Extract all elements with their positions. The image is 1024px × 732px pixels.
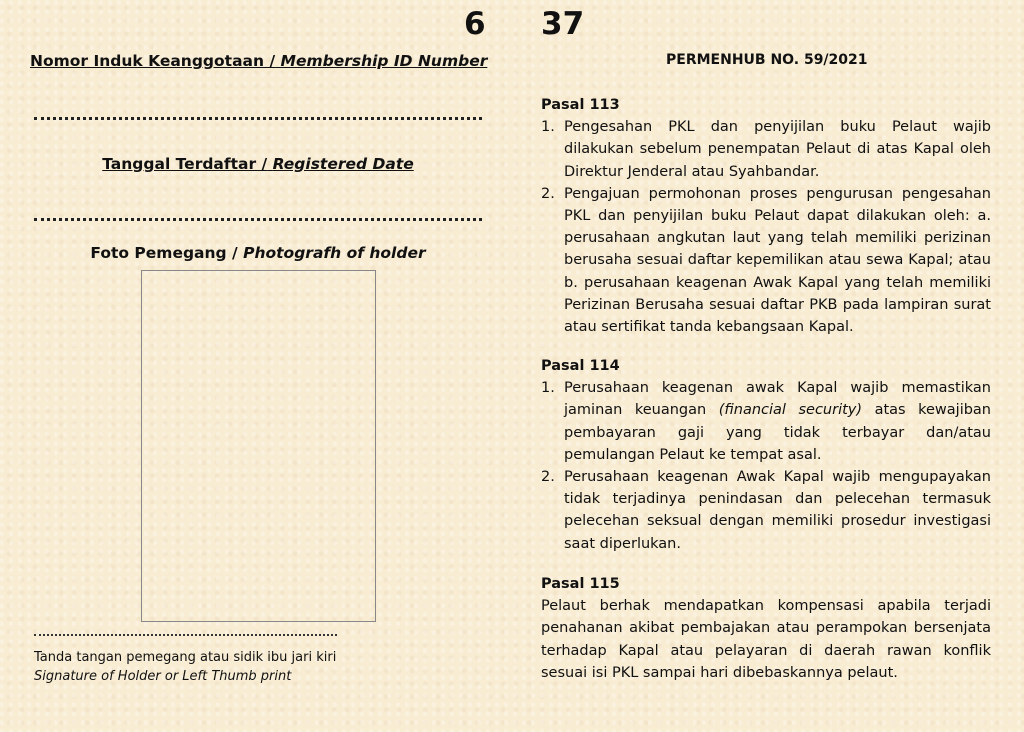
- item-text-after: atas kewajiban pembayaran gaji yang tidak terbayar dan/atau pemulangan Pelaut ke tempat asal.: [564, 402, 991, 463]
- pasal-113-item-2: [541, 183, 991, 338]
- item-text: Perusahaan keagenan Awak Kapal wajib mengupayakan tidak terjadinya penindasan dan pelecehan termasuk pelecehan seksual dengan memiliki prosedur investigasi saat diperlukan.: [564, 469, 991, 552]
- membership-id-label: [30, 52, 486, 70]
- pasal-115-heading: Pasal 115: [541, 576, 620, 592]
- registered-date-line: [34, 218, 482, 221]
- membership-id-label-en: Membership ID Number: [280, 52, 488, 70]
- item-number: 2.: [541, 469, 555, 486]
- signature-label-en: Signature of Holder or Left Thumb print: [34, 669, 292, 684]
- registered-date-label-id: Tanggal Terdaftar /: [102, 155, 268, 173]
- item-text: Pengesahan PKL dan penyijilan buku Pelaut wajib dilakukan sebelum penempatan Pelaut di atas Kapal oleh Direktur Jenderal atau Syahbandar.: [564, 119, 991, 180]
- left-page-number: 6: [464, 6, 486, 42]
- pasal-113-item-1: [541, 116, 991, 183]
- photo-label-id: Foto Pemegang /: [90, 244, 238, 262]
- registered-date-label-en: Registered Date: [272, 155, 414, 173]
- pasal-113-heading: Pasal 113: [541, 97, 620, 113]
- item-number: 1.: [541, 119, 555, 136]
- item-number: 2.: [541, 185, 555, 202]
- photo-box: [141, 270, 376, 622]
- membership-id-label-id: Nomor Induk Keanggotaan /: [30, 52, 276, 70]
- signature-line: [34, 634, 337, 636]
- pasal-114-heading: Pasal 114: [541, 358, 620, 374]
- photo-label: [30, 244, 486, 262]
- pasal-114-item-2: [541, 466, 991, 555]
- signature-label-id: Tanda tangan pemegang atau sidik ibu jari kiri: [34, 650, 337, 665]
- right-page-number: 37: [541, 6, 585, 42]
- membership-id-line: [34, 117, 482, 120]
- regulation-title: PERMENHUB NO. 59/2021: [666, 52, 868, 68]
- pasal-114: [541, 355, 991, 555]
- item-text-italic: (financial security): [718, 402, 863, 419]
- photo-label-en: Photograf​h of holder: [243, 244, 426, 262]
- pasal-113: [541, 94, 991, 338]
- item-number: 1.: [541, 380, 555, 397]
- pasal-115: [541, 573, 991, 684]
- item-text: Pengajuan permohonan proses pengurusan pengesahan PKL dan penyijilan buku Pelaut dapat dilakukan oleh: a. perusahaan angkutan laut yang telah memiliki perizinan berusaha sesuai daftar kepemilikan atau sewa Kapal; atau b. perusahaan keagenan Awak Kapal yang telah memiliki Perizinan Berusaha sesuai daftar PKB pada lampiran surat atau sertifikat tanda kebangsaan Kapal.: [564, 185, 991, 336]
- pasal-114-item-1: [541, 377, 991, 466]
- registered-date-label: [30, 155, 486, 173]
- item-text-before: Perusahaan keagenan awak Kapal wajib memastikan jaminan keuangan: [564, 380, 991, 419]
- signature-caption: [34, 648, 336, 686]
- pasal-115-text: Pelaut berhak mendapatkan kompensasi apabila terjadi penahanan akibat pembajakan atau perampokan bersenjata terhadap Kapal atau pelayaran di daerah rawan konflik sesuai isi PKL sampai hari dibebaskannya pelaut.: [541, 598, 991, 681]
